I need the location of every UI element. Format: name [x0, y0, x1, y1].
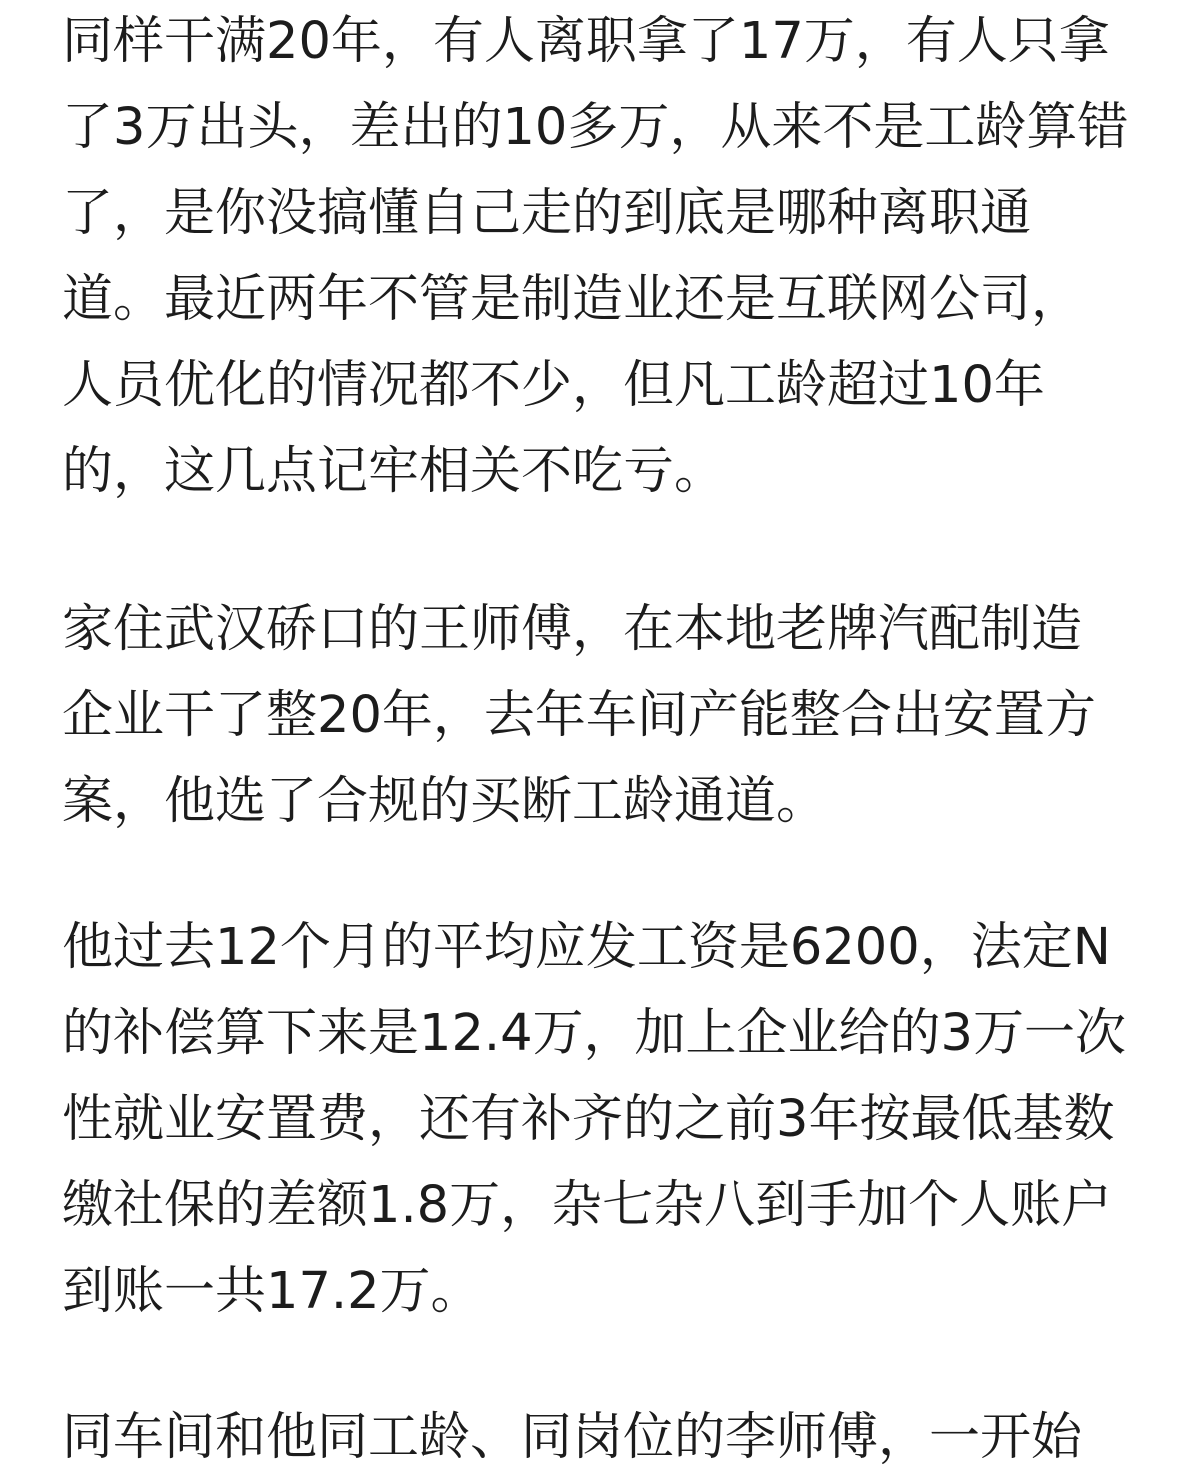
text-line: 企业干了整20年，去年车间产能整合出安置方 — [62, 686, 1096, 745]
text-line: 了，是你没搞懂自己走的到底是哪种离职通 — [62, 184, 1032, 243]
text-line: 到账一共17.2万。 — [62, 1262, 482, 1321]
paragraph-li — [62, 1395, 1122, 1481]
text-line: 家住武汉硚口的王师傅，在本地老牌汽配制造 — [62, 600, 1083, 659]
text-line: 的，这几点记牢相关不吃亏。 — [62, 442, 726, 501]
text-line: 了3万出头，差出的10多万，从来不是工龄算错 — [62, 98, 1129, 157]
text-line: 缴社保的差额1.8万，杂七杂八到手加个人账户 — [62, 1176, 1113, 1235]
text-line: 性就业安置费，还有补齐的之前3年按最低基数 — [62, 1090, 1115, 1149]
paragraph-compensation — [62, 905, 1127, 1335]
text-line: 道。最近两年不管是制造业还是互联网公司， — [62, 270, 1083, 329]
text-line: 他过去12个月的平均应发工资是6200，法定N — [62, 918, 1111, 977]
text-line: 同车间和他同工龄、同岗位的李师傅，一开始 — [62, 1408, 1083, 1467]
paragraph-intro — [62, 0, 1129, 515]
text-line: 人员优化的情况都不少，但凡工龄超过10年 — [62, 356, 1045, 415]
text-line: 的补偿算下来是12.4万，加上企业给的3万一次 — [62, 1004, 1127, 1063]
text-line: 同样干满20年，有人离职拿了17万，有人只拿 — [62, 12, 1110, 71]
paragraph-wang — [62, 587, 1122, 845]
text-line: 案，他选了合规的买断工龄通道。 — [62, 772, 828, 831]
